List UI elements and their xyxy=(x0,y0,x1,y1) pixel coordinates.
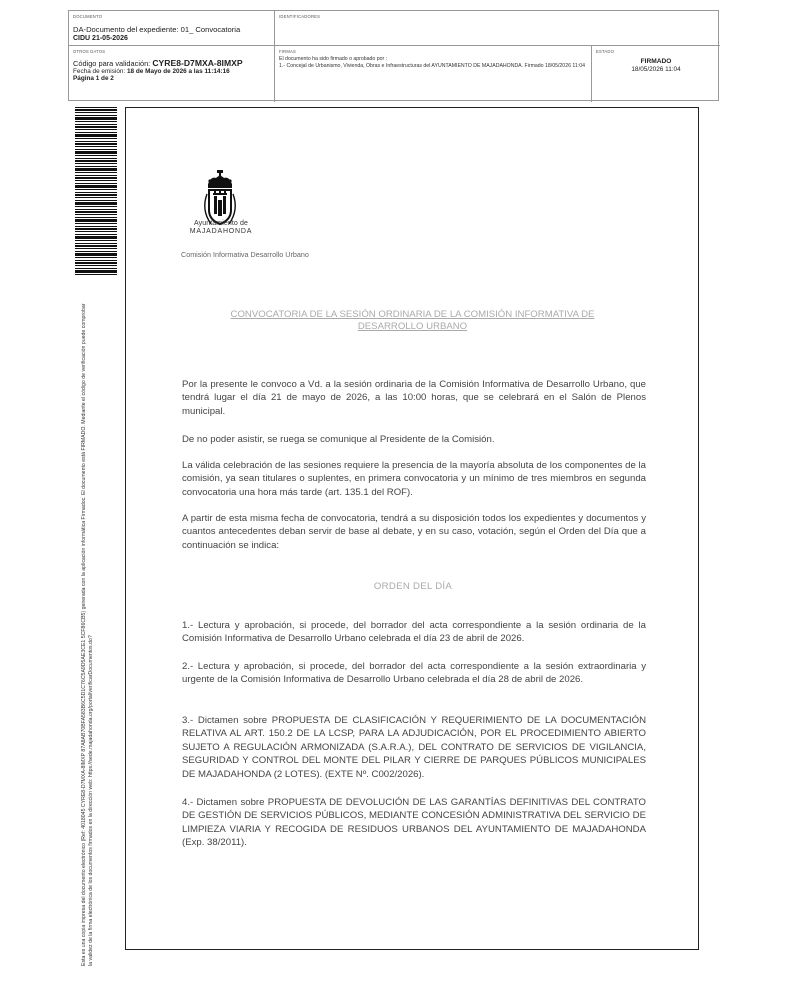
organization-name-line2: MAJADAHONDA xyxy=(189,228,253,235)
pagina-indicator: Página 1 de 2 xyxy=(73,75,114,82)
document-page xyxy=(125,107,699,950)
paragraph-convocatoria: Por la presente le convoco a Vd. a la sesión ordinaria de la Comisión Informativa de Desarrollo Urbano, que tendrá lugar el día 21 de mayo de 2026, a las 10:00 horas, que se celebrará en el Salón de Plenos municipal. xyxy=(182,379,646,417)
agenda-item-3: 3.- Dictamen sobre PROPUESTA DE CLASIFICACIÓN Y REQUERIMIENTO DE LA DOCUMENTACIÓN RELATIVA AL ART. 150.2 DE LA LCSP, PARA LA ADJUDICACIÓN, POR EL PROCEDIMIENTO ABIERTO SUJETO A REGULACIÓN ARMONIZADA (S.A.R.A.), DEL CONTRATO DE SERVICIOS DE VIGILANCIA, SEGURIDAD Y CONTROL DEL MONTE DEL PILAR Y CIERRE DE PARQUES PÚBLICOS MUNICIPALES DE MAJADAHONDA (2 LOTES). (EXTE Nº. C002/2026). xyxy=(182,715,646,780)
estado-caption: ESTADO xyxy=(596,49,615,54)
documento-caption: DOCUMENTO xyxy=(73,14,103,19)
paragraph-quorum: La válida celebración de las sesiones requiere la presencia de la mayoría absoluta de los componentes de la comisión, ya sean titulares o suplentes, en primera convocatoria y un mínimo de tres miembros en segunda convocatoria una hora más tarde (art. 135.1 del ROF). xyxy=(182,460,646,498)
agenda-item-4: 4.- Dictamen sobre PROPUESTA DE DEVOLUCIÓN DE LAS GARANTÍAS DEFINITIVAS DEL CONTRATO DE GESTIÓN DE SERVICIOS PÚBLICOS, MEDIANTE CONCESIÓN ADMINISTRATIVA DEL SERVICIO DE LIMPIEZA VIARIA Y RECOGIDA DE RESIDUOS URBANOS DEL AYUNTAMIENTO DE MAJADAHONDA (Exp. 38/2011). xyxy=(182,797,646,849)
documento-line2: CIDU 21-05-2026 xyxy=(73,35,128,42)
fecha-emision xyxy=(73,68,270,75)
firmas-caption: FIRMAS xyxy=(279,49,297,54)
firmas-cell xyxy=(275,46,592,102)
firmas-text: El documento ha sido firmado o aprobado por : 1.- Concejal de Urbanismo, Vivienda, Obras e Infraestructuras del AYUNTAMIENTO DE MAJADAHONDA. Firmado 18/05/2026 11:04 xyxy=(279,56,585,69)
document-header xyxy=(68,10,719,101)
codigo-validacion xyxy=(73,58,270,68)
agenda-item-2: 2.- Lectura y aprobación, si procede, del borrador del acta correspondiente a la sesión extraordinaria y urgente de la Comisión Informativa de Desarrollo Urbano celebrada el día 28 de abril de 2026. xyxy=(182,661,646,686)
paragraph-expedientes: A partir de esta misma fecha de convocatoria, tendrá a su disposición todos los expedientes y documentos y cuantos antecedentes deban servir de base al debate, y en su caso, votación, según el Orden del Día que a continuación se indica: xyxy=(182,513,646,551)
codigo-label: Código para validación: xyxy=(73,59,151,68)
estado-cell xyxy=(592,46,720,102)
department-name: Comisión Informativa Desarrollo Urbano xyxy=(181,250,309,259)
documento-cell xyxy=(69,11,275,46)
verification-side-text: Esta es una copia impresa del documento electrónico (Ref: 4018045 CYRE8-D7MXA-8IMXP 87A8AB70BFA583B6C5D1C76C5A9D5AE3CE1 5CF86CB5) generada con la aplicación informática Firmadoc. El documento está FIRMADO. Mediante el código de verificación puede comprobar la validez de la firma electrónica de los documentos firmados en la dirección web: https://sede.majadahonda.org/portal/verificarDocumentos.do? xyxy=(81,303,94,966)
estado-value: FIRMADO xyxy=(640,58,672,65)
codigo-value: CYRE8-D7MXA-8IMXP xyxy=(152,58,243,68)
paragraph-no-asistir: De no poder asistir, se ruega se comunique al Presidente de la Comisión. xyxy=(182,434,495,445)
barcode-icon xyxy=(75,107,117,277)
document-title: CONVOCATORIA DE LA SESIÓN ORDINARIA DE LA COMISIÓN INFORMATIVA DE DESARROLLO URBANO xyxy=(230,309,595,332)
identificadores-cell xyxy=(275,11,720,46)
agenda-item-1: 1.- Lectura y aprobación, si procede, del borrador del acta correspondiente a la sesión ordinaria de la Comisión Informativa de Desarrollo Urbano celebrada el día 23 de abril de 2026. xyxy=(182,620,646,645)
fecha-label: Fecha de emisión: xyxy=(73,68,126,75)
fecha-value: 18 de Mayo de 2026 a las 11:14:16 xyxy=(127,68,230,75)
organization-name-line1: Ayuntamiento de xyxy=(194,220,248,227)
otros-datos-cell xyxy=(69,46,275,102)
otros-datos-caption: OTROS DATOS xyxy=(73,49,106,54)
orden-del-dia-heading: ORDEN DEL DÍA xyxy=(373,581,453,592)
estado-date: 18/05/2026 11:04 xyxy=(631,66,681,73)
identificadores-caption: IDENTIFICADORES xyxy=(279,14,321,19)
documento-line1: DA-Documento del expediente: 01_ Convocatoria xyxy=(73,25,241,34)
